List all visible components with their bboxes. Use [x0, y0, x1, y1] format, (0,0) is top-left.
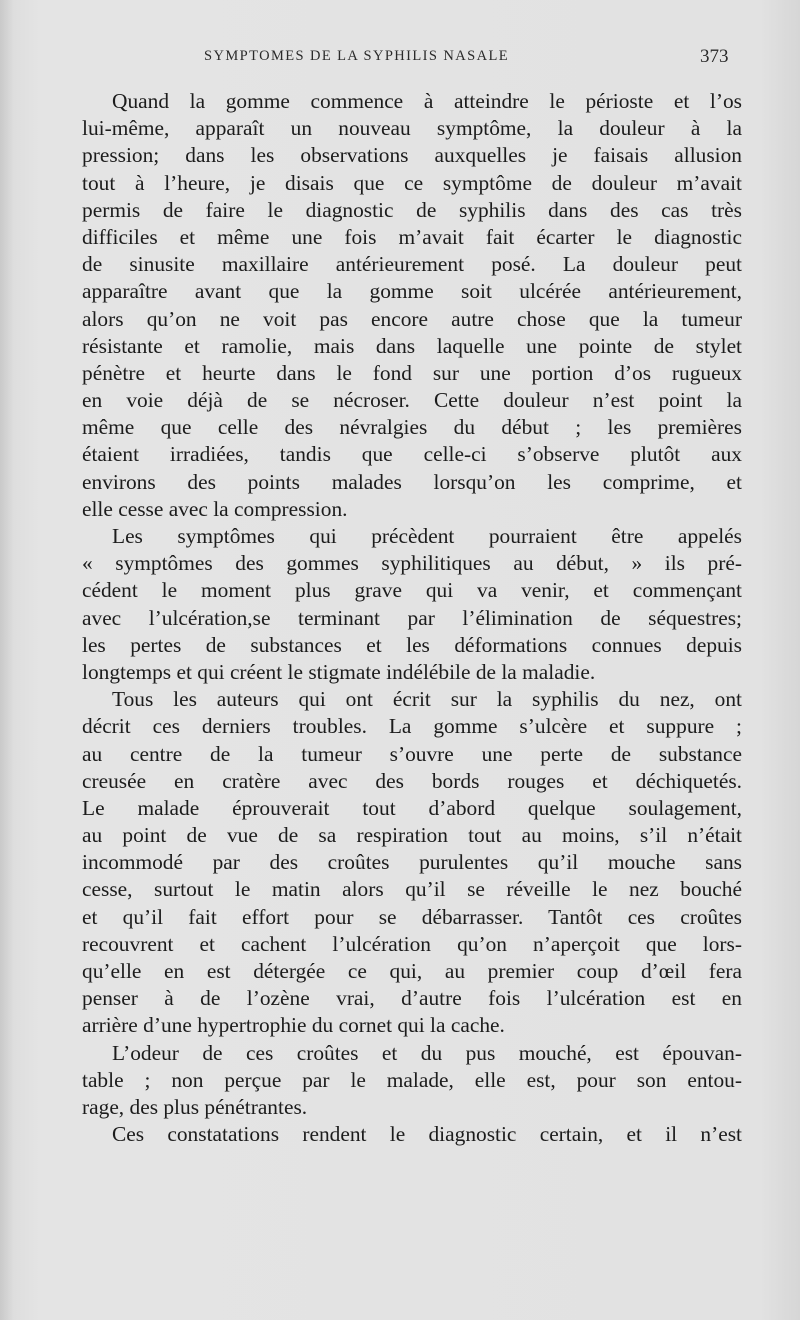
text-line: Ces constatations rendent le diagnostic certain, et il n’est — [112, 1122, 742, 1147]
text-line: lui-même, apparaît un nouveau symptôme, la douleur à la — [82, 116, 742, 141]
page-number: 373 — [700, 46, 729, 67]
text-line: arrière d’une hypertrophie du cornet qui la cache. — [82, 1013, 505, 1038]
text-line: les pertes de substances et les déformations connues depuis — [82, 632, 742, 657]
text-line: cédent le moment plus grave qui va venir, et commençant — [82, 578, 742, 603]
text-line: difficiles et même une fois m’avait fait écarter le diagnostic — [82, 224, 742, 249]
text-line: creusée en cratère avec des bords rouges et déchiquetés. — [82, 768, 742, 793]
text-line: résistante et ramolie, mais dans laquelle une pointe de stylet — [82, 333, 742, 358]
text-line: étaient irradiées, tandis que celle-ci s’observe plutôt aux — [82, 442, 742, 467]
text-line: cesse, surtout le matin alors qu’il se réveille le nez bouché — [82, 877, 742, 902]
text-line: environs des points malades lorsqu’on les comprime, et — [82, 469, 742, 494]
text-line: alors qu’on ne voit pas encore autre chose que la tumeur — [82, 306, 742, 331]
text-line: apparaître avant que la gomme soit ulcérée antérieurement, — [82, 279, 742, 304]
text-line: Les symptômes qui précèdent pourraient être appelés — [112, 524, 742, 548]
text-line: permis de faire le diagnostic de syphilis dans des cas très — [82, 197, 742, 222]
text-line: rage, des plus pénétrantes. — [82, 1094, 308, 1119]
running-title: SYMPTOMES DE LA SYPHILIS NASALE — [204, 48, 509, 64]
text-line: pénètre et heurte dans le fond sur une portion d’os rugueux — [82, 360, 742, 385]
page-header — [0, 44, 800, 74]
text-line: qu’elle en est détergée ce qui, au premier coup d’œil fera — [82, 959, 742, 983]
text-line: même que celle des névralgies du début ; les premières — [82, 415, 742, 440]
text-line: « symptômes des gommes syphilitiques au début, » ils pré- — [82, 551, 742, 576]
text-line: table ; non perçue par le malade, elle est, pour son entou- — [82, 1067, 742, 1092]
text-line: elle cesse avec la compression. — [82, 496, 348, 521]
text-line: en voie déjà de se nécroser. Cette douleur n’est point la — [82, 388, 742, 413]
text-line: avec l’ulcération,se terminant par l’élimination de séquestres; — [82, 605, 742, 630]
text-line: tout à l’heure, je disais que ce symptôme de douleur m’avait — [82, 170, 742, 195]
text-line: pression; dans les observations auxquelles je faisais allusion — [82, 143, 742, 168]
text-line: au point de vue de sa respiration tout au moins, s’il n’était — [82, 823, 742, 848]
text-line: incommodé par des croûtes purulentes qu’il mouche sans — [82, 850, 742, 875]
text-line: penser à de l’ozène vrai, d’autre fois l’ulcération est en — [82, 986, 742, 1011]
text-line: Quand la gomme commence à atteindre le périoste et l’os — [112, 89, 742, 113]
text-line: Tous les auteurs qui ont écrit sur la syphilis du nez, ont — [112, 687, 742, 712]
text-line: de sinusite maxillaire antérieurement posé. La douleur peut — [82, 252, 742, 277]
text-line: L’odeur de ces croûtes et du pus mouché, est épouvan- — [112, 1040, 742, 1065]
text-line: recouvrent et cachent l’ulcération qu’on n’aperçoit que lors- — [82, 931, 742, 956]
text-line: et qu’il fait effort pour se débarrasser. Tantôt ces croûtes — [82, 904, 742, 929]
text-line: au centre de la tumeur s’ouvre une perte de substance — [82, 741, 742, 766]
text-line: longtemps et qui créent le stigmate indélébile de la maladie. — [82, 659, 596, 684]
body-text — [82, 88, 742, 1148]
text-line: Le malade éprouverait tout d’abord quelque soulagement, — [82, 795, 742, 820]
text-line: décrit ces derniers troubles. La gomme s’ulcère et suppure ; — [82, 714, 742, 739]
